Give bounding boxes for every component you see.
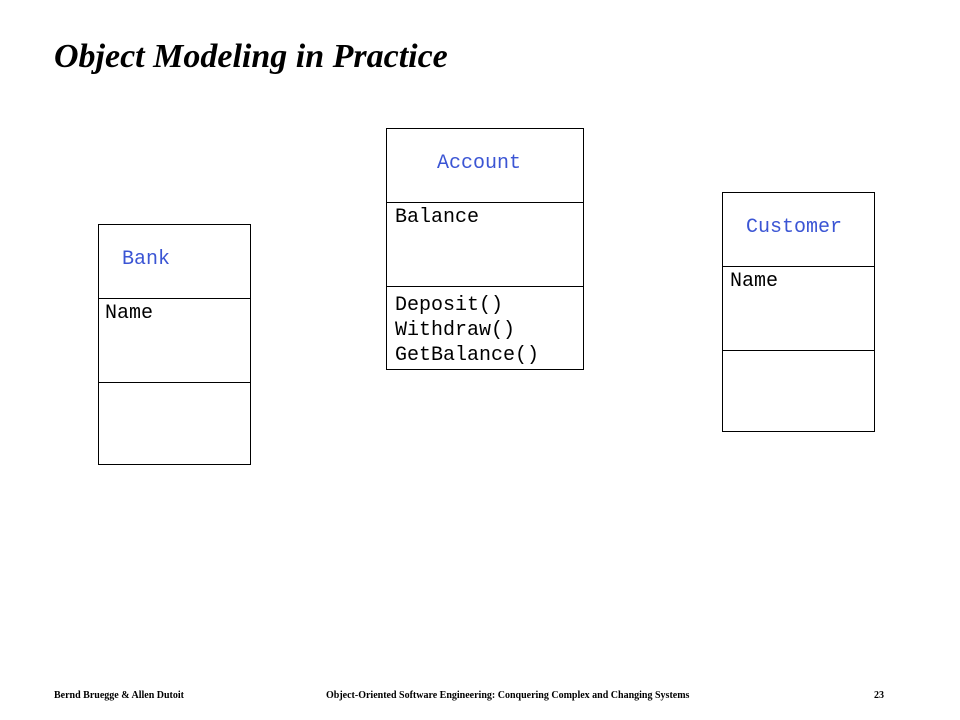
- slide-title: Object Modeling in Practice: [54, 38, 448, 75]
- footer-authors: Bernd Bruegge & Allen Dutoit: [54, 690, 184, 701]
- class-bank-attribute-name: Name: [105, 302, 154, 325]
- class-account-operations: [387, 286, 583, 369]
- class-customer-name-compartment: [723, 193, 874, 266]
- class-bank-name-compartment: [99, 225, 250, 298]
- footer-book-title: Object-Oriented Software Engineering: Conquering Complex and Changing Systems: [326, 690, 690, 701]
- class-bank-attributes: [99, 298, 250, 382]
- class-account-operation-getbalance: GetBalance(): [395, 344, 540, 367]
- class-account-name: Account: [437, 152, 522, 175]
- class-account-attribute-balance: Balance: [395, 206, 480, 229]
- class-customer-operations: [723, 350, 874, 431]
- class-account[interactable]: [386, 128, 584, 370]
- class-bank[interactable]: [98, 224, 251, 465]
- class-account-attributes: [387, 202, 583, 286]
- class-bank-operations: [99, 382, 250, 464]
- class-bank-name: Bank: [122, 248, 171, 271]
- class-account-operation-deposit: Deposit(): [395, 294, 504, 317]
- class-customer-attribute-name: Name: [730, 270, 779, 293]
- class-account-operation-withdraw: Withdraw(): [395, 319, 516, 342]
- class-customer-name: Customer: [746, 216, 843, 239]
- class-account-name-compartment: [387, 129, 583, 202]
- footer-page-number: 23: [874, 690, 884, 701]
- class-customer[interactable]: [722, 192, 875, 432]
- class-customer-attributes: [723, 266, 874, 350]
